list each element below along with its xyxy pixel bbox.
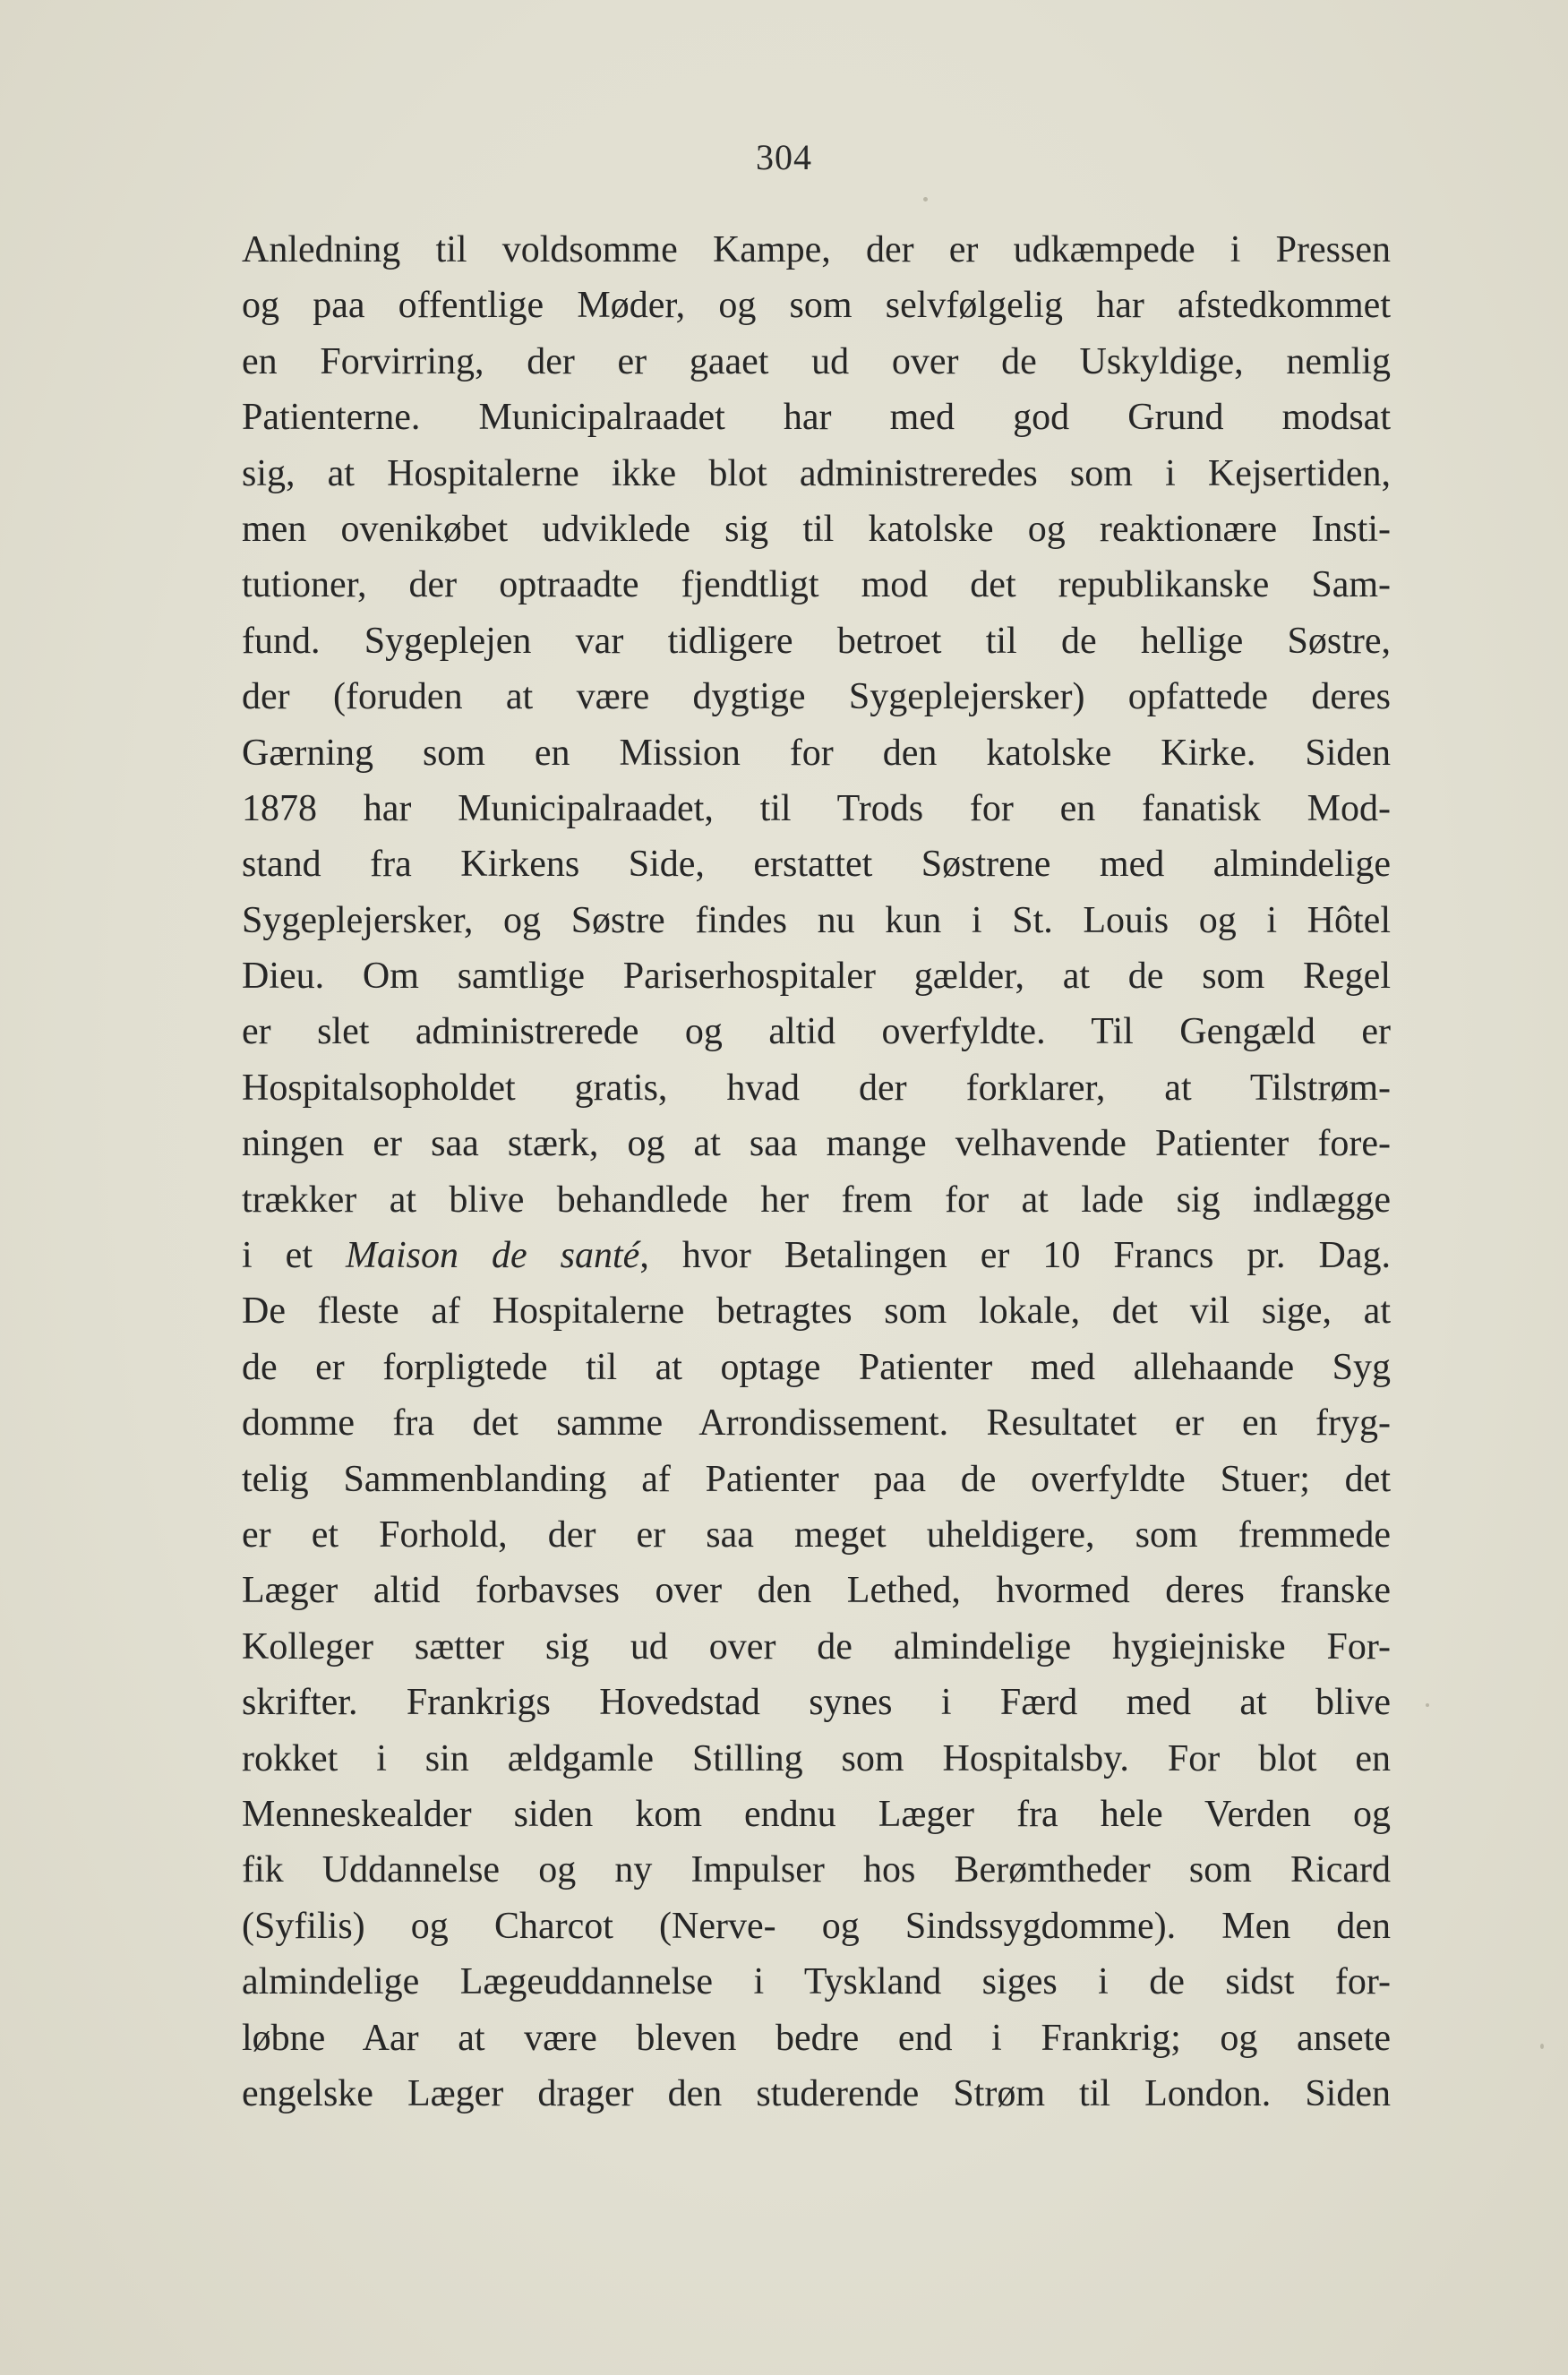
- text-line: Læger altid forbavses over den Lethed, hvormed deres franske: [242, 1570, 1391, 1612]
- text-line: telig Sammenblanding af Patienter paa de overfyldte Stuer; det: [242, 1458, 1391, 1500]
- text-line: i et Maison de santé, hvor Betalingen er 10 Francs pr. Dag.: [242, 1235, 1392, 1277]
- text-line: skrifter. Frankrigs Hovedstad synes i Færd med at blive: [242, 1682, 1391, 1724]
- text-line: sig, at Hospitalerne ikke blot administreredes som i Kejsertiden,: [242, 452, 1391, 494]
- text-line: Dieu. Om samtlige Pariserhospitaler gælder, at de som Regel: [242, 956, 1391, 998]
- body-text: [242, 222, 1391, 2122]
- text-line: Hospitalsopholdet gratis, hvad der forklarer, at Tilstrøm-: [242, 1067, 1391, 1109]
- text-line: Patienterne. Municipalraadet har med god Grund modsat: [242, 397, 1391, 439]
- text-line: Gærning som en Mission for den katolske Kirke. Siden: [242, 732, 1391, 774]
- paper-speck: [1426, 1703, 1429, 1707]
- text-line: er et Forhold, der er saa meget uheldigere, som fremmede: [242, 1513, 1391, 1556]
- text-line: (Syfilis) og Charcot (Nerve- og Sindssygdomme). Men den: [242, 1905, 1391, 1947]
- text-line: fik Uddannelse og ny Impulser hos Berømtheder som Ricard: [242, 1849, 1391, 1891]
- paper-speck: [1540, 2044, 1544, 2049]
- text-line: tutioner, der optraadte fjendtligt mod det republikanske Sam-: [242, 564, 1391, 606]
- paper-speck: [923, 197, 928, 201]
- text-line: stand fra Kirkens Side, erstattet Søstrene med almindelige: [242, 844, 1391, 886]
- text-line: De fleste af Hospitalerne betragtes som lokale, det vil sige, at: [242, 1290, 1391, 1333]
- text-line: er slet administrerede og altid overfyldte. Til Gengæld er: [242, 1011, 1391, 1053]
- text-line: almindelige Lægeuddannelse i Tyskland siges i de sidst for-: [242, 1961, 1391, 2003]
- text-line: engelske Læger drager den studerende Strøm til London. Siden: [242, 2072, 1391, 2114]
- text-line: en Forvirring, der er gaaet ud over de Uskyldige, nemlig: [242, 340, 1391, 382]
- text-line: Anledning til voldsomme Kampe, der er udkæmpede i Pressen: [242, 229, 1391, 270]
- text-line: Sygeplejersker, og Søstre findes nu kun i St. Louis og i Hôtel: [242, 899, 1391, 941]
- text-line: rokket i sin ældgamle Stilling som Hospitalsby. For blot en: [242, 1737, 1391, 1779]
- text-line: der (foruden at være dygtige Sygeplejersker) opfattede deres: [242, 676, 1391, 718]
- text-line: Kolleger sætter sig ud over de almindelige hygiejniske For-: [242, 1625, 1391, 1668]
- text-line: fund. Sygeplejen var tidligere betroet til de hellige Søstre,: [242, 620, 1391, 662]
- text-line: domme fra det samme Arrondissement. Resultatet er en fryg-: [242, 1402, 1391, 1445]
- text-line: ningen er saa stærk, og at saa mange velhavende Patienter fore-: [242, 1123, 1391, 1165]
- text-line: de er forpligtede til at optage Patienter med allehaande Syg: [242, 1346, 1391, 1388]
- text-line: løbne Aar at være bleven bedre end i Frankrig; og ansete: [242, 2017, 1391, 2059]
- text-line: Menneskealder siden kom endnu Læger fra hele Verden og: [242, 1793, 1391, 1835]
- text-line: 1878 har Municipalraadet, til Trods for en fanatisk Mod-: [242, 787, 1391, 829]
- text-line: men ovenikøbet udviklede sig til katolske og reaktionære Insti-: [242, 508, 1391, 550]
- italic-phrase: Maison de santé: [346, 1235, 640, 1277]
- text-line: trækker at blive behandlede her frem for at lade sig indlægge: [242, 1179, 1391, 1221]
- page-number: 304: [756, 137, 812, 177]
- text-line: og paa offentlige Møder, og som selvfølgelig har afstedkommet: [242, 285, 1391, 327]
